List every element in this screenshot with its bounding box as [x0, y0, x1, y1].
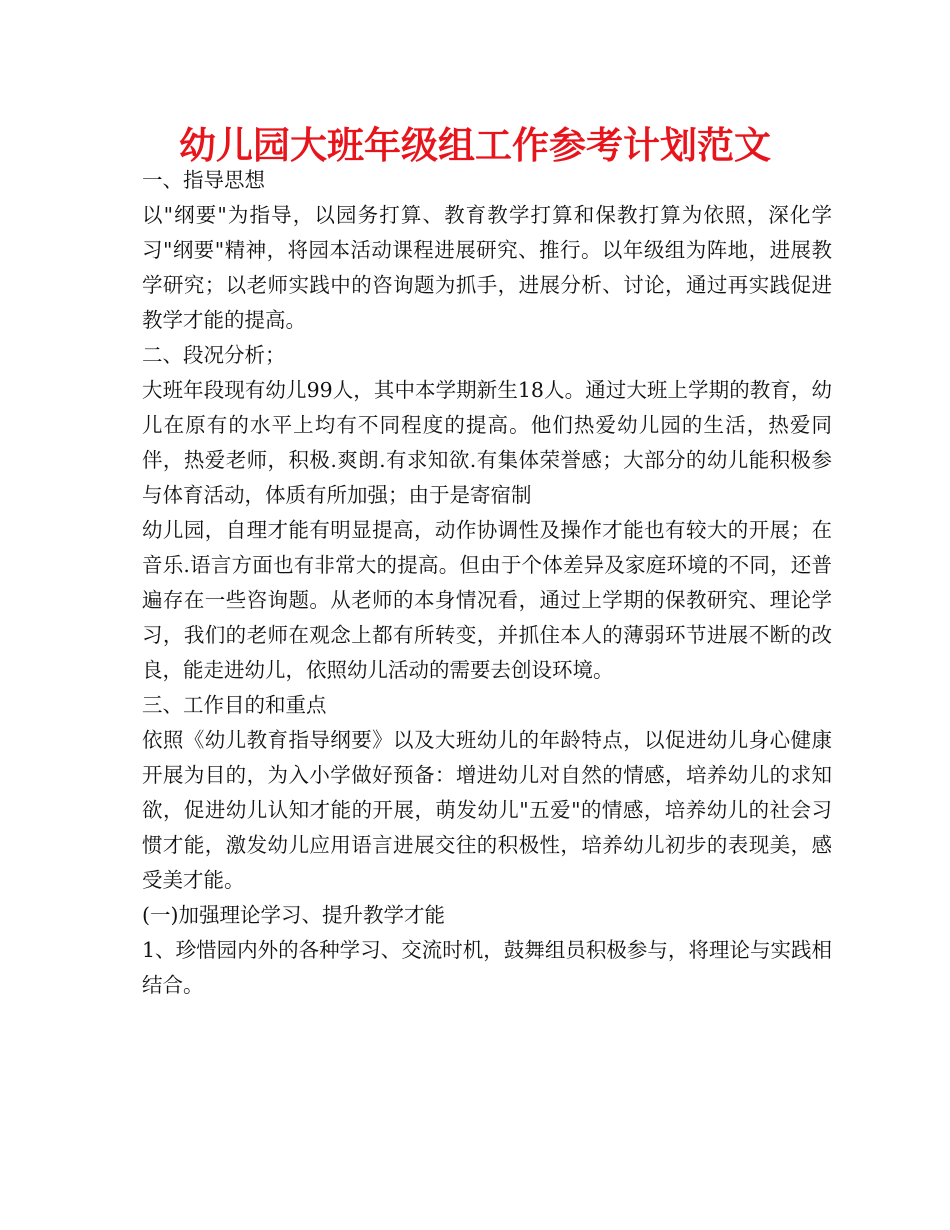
section-heading-guiding-thought: 一、指导思想	[142, 168, 265, 192]
section-heading-situation-analysis: 二、段况分析；	[142, 343, 286, 367]
subsection-heading-theory-study: (一)加强理论学习、提升教学才能	[142, 903, 445, 927]
paragraph-goals: 依照《幼儿教育指导纲要》以及大班幼儿的年龄特点，以促进幼儿身心健康开展为目的，为入小学做好预备：增进幼儿对自然的情感，培养幼儿的求知欲，促进幼儿认知才能的开展，萌发幼儿"五爱"的情感，培养幼儿的社会习惯才能，激发幼儿应用语言进展交往的积极性，培养幼儿初步的表现美，感受美才能。	[142, 728, 832, 892]
paragraph-theory-study-item-1: 1、珍惜园内外的各种学习、交流时机，鼓舞组员积极参与，将理论与实践相结合。	[142, 938, 832, 997]
document-body	[142, 163, 832, 1003]
paragraph-guiding-thought: 以"纲要"为指导，以园务打算、教育教学打算和保教打算为依照，深化学习"纲要"精神，将园本活动课程进展研究、推行。以年级组为阵地，进展教学研究；以老师实践中的咨询题为抓手，进展分析、讨论，通过再实践促进教学才能的提高。	[142, 203, 832, 332]
document-title: 幼儿园大班年级组工作参考计划范文	[179, 124, 771, 167]
section-heading-goals: 三、工作目的和重点	[142, 693, 327, 717]
paragraph-situation-analysis-1: 大班年段现有幼儿99人，其中本学期新生18人。通过大班上学期的教育，幼儿在原有的水平上均有不同程度的提高。他们热爱幼儿园的生活，热爱同伴，热爱老师，积极.爽朗.有求知欲.有集体荣誉感；大部分的幼儿能积极参与体育活动，体质有所加强；由于是寄宿制	[142, 378, 832, 507]
paragraph-situation-analysis-2: 幼儿园，自理才能有明显提高，动作协调性及操作才能也有较大的开展；在音乐.语言方面也有非常大的提高。但由于个体差异及家庭环境的不同，还普遍存在一些咨询题。从老师的本身情况看，通过上学期的保教研究、理论学习，我们的老师在观念上都有所转变，并抓住本人的薄弱环节进展不断的改良，能走进幼儿，依照幼儿活动的需要去创设环境。	[142, 518, 832, 682]
